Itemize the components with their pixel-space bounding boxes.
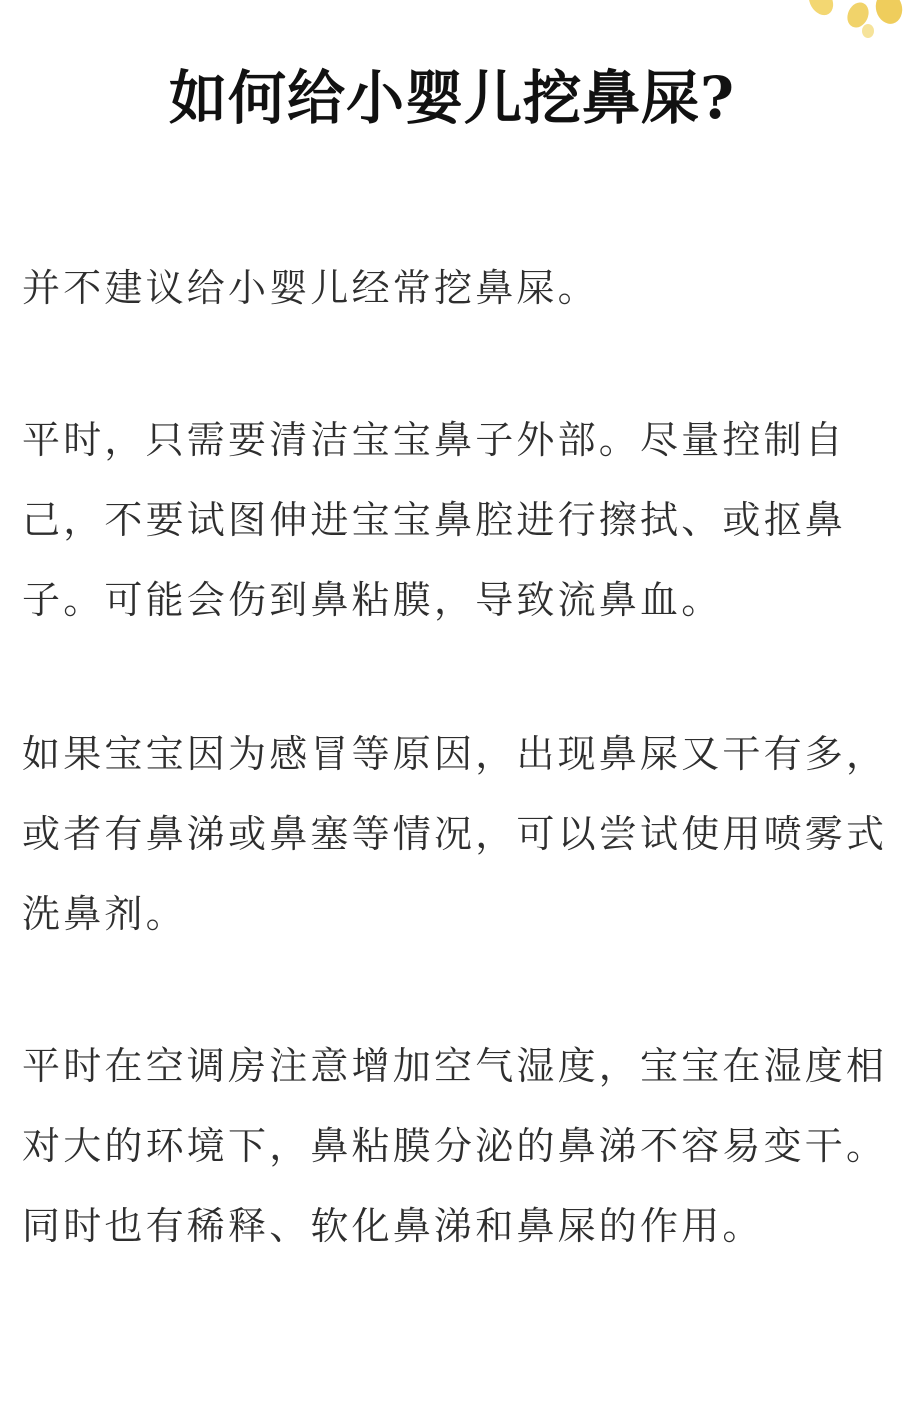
paragraph-3: 如果宝宝因为感冒等原因，出现鼻屎又干有多，或者有鼻涕或鼻塞等情况，可以尝试使用喷雾式洗鼻剂。 — [22, 732, 888, 936]
article-title: 如何给小婴儿挖鼻屎? — [169, 64, 735, 132]
paragraph-1: 并不建议给小婴儿经常挖鼻屎。 — [22, 266, 599, 310]
petal-icon — [862, 24, 874, 38]
paragraph-2: 平时，只需要清洁宝宝鼻子外部。尽量控制自己，不要试图伸进宝宝鼻腔进行擦拭、或抠鼻子。可能会伤到鼻粘膜，导致流鼻血。 — [22, 418, 847, 622]
petal-icon — [804, 0, 838, 19]
petal-icon — [872, 0, 904, 27]
paragraph-4: 平时在空调房注意增加空气湿度，宝宝在湿度相对大的环境下，鼻粘膜分泌的鼻涕不容易变干。同时也有稀释、软化鼻涕和鼻屎的作用。 — [22, 1044, 888, 1248]
